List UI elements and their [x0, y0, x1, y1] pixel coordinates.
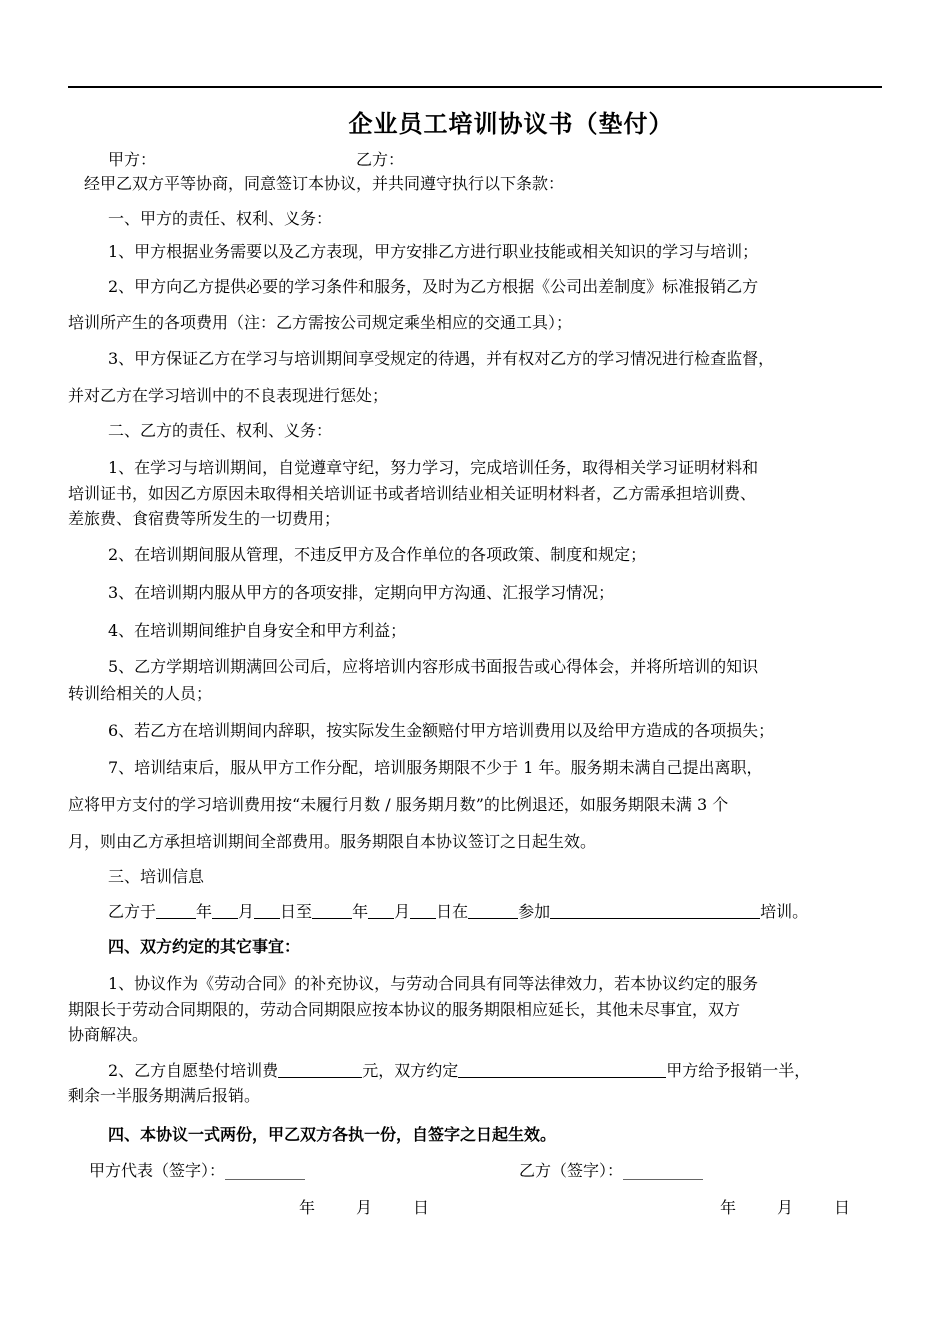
final-clause: 四、本协议一式两份，甲乙双方各执一份，自签字之日起生效。 — [108, 1125, 557, 1144]
training-info-text: 培训。 — [760, 902, 809, 921]
clause-1-2-line1: 2、甲方向乙方提供必要的学习条件和服务，及时为乙方根据《公司出差制度》标准报销乙方 — [108, 277, 759, 296]
section-4-heading: 四、双方约定的其它事宜： — [108, 937, 301, 956]
blank-agreement-terms[interactable] — [458, 1061, 666, 1078]
party-a-label: 甲方： — [108, 150, 157, 169]
clause-4-1-line2: 期限长于劳动合同期限的，劳动合同期限应按本协议的服务期限相应延长，其他未尽事宜，双方 — [68, 1000, 741, 1019]
party-a-date-day: 日 — [413, 1198, 430, 1217]
clause-2-7-line1: 7、培训结束后，服从甲方工作分配，培训服务期限不少于 1 年。服务期未满自己提出离职， — [108, 758, 763, 777]
clause-1-1: 1、甲方根据业务需要以及乙方表现，甲方安排乙方进行职业技能或相关知识的学习与培训； — [108, 242, 759, 261]
clause-2-7-line2: 应将甲方支付的学习培训费用按“未履行月数 / 服务期月数”的比例退还，如服务期限未满 3 个 — [68, 795, 729, 814]
clause-2-5-line1: 5、乙方学期培训期满回公司后，应将培训内容形成书面报告或心得体会，并将所培训的知识 — [108, 657, 759, 676]
document-title: 企业员工培训协议书（垫付） — [348, 109, 674, 138]
training-info-line — [108, 902, 808, 922]
party-a-date-year: 年 — [299, 1198, 316, 1217]
party-a-date-month: 月 — [356, 1198, 373, 1217]
clause-1-3-line1: 3、甲方保证乙方在学习与培训期间享受规定的待遇，并有权对乙方的学习情况进行检查监督， — [108, 349, 775, 368]
clause-2-5-line2: 转训给相关的人员； — [68, 684, 213, 703]
blank-start-year[interactable] — [156, 902, 196, 919]
party-b-date-year: 年 — [720, 1198, 737, 1217]
clause-4-1-line1: 1、协议作为《劳动合同》的补充协议，与劳动合同具有同等法律效力，若本协议约定的服务 — [108, 974, 759, 993]
clause-2-3: 3、在培训期内服从甲方的各项安排，定期向甲方沟通、汇报学习情况； — [108, 583, 615, 602]
training-info-text: 参加 — [518, 902, 551, 921]
party-b-date-month: 月 — [777, 1198, 794, 1217]
clause-2-1-line2: 培训证书，如因乙方原因未取得相关培训证书或者培训结业相关证明材料者，乙方需承担培训费、 — [68, 484, 757, 503]
section-2-heading: 二、乙方的责任、权利、义务： — [108, 421, 333, 440]
party-b-label: 乙方： — [356, 150, 405, 169]
clause-1-3-line2: 并对乙方在学习培训中的不良表现进行惩处； — [68, 386, 389, 405]
training-info-text: 乙方于 — [108, 902, 157, 921]
clause-2-1-line3: 差旅费、食宿费等所发生的一切费用； — [68, 509, 341, 528]
clause-2-2: 2、在培训期间服从管理，不违反甲方及合作单位的各项政策、制度和规定； — [108, 545, 647, 564]
blank-end-year[interactable] — [312, 902, 352, 919]
section-3-heading: 三、培训信息 — [108, 867, 205, 886]
top-rule — [68, 86, 882, 88]
clause-4-1-line3: 协商解决。 — [68, 1025, 149, 1044]
clause-2-6: 6、若乙方在培训期间内辞职，按实际发生金额赔付甲方培训费用以及给甲方造成的各项损失； — [108, 721, 775, 740]
clause-2-1-line1: 1、在学习与培训期间，自觉遵章守纪，努力学习，完成培训任务，取得相关学习证明材料和 — [108, 458, 759, 477]
training-info-text: 月 — [238, 902, 255, 921]
training-info-text: 月 — [394, 902, 411, 921]
clause-4-2-line2: 剩余一半服务期满后报销。 — [68, 1086, 261, 1105]
blank-start-day[interactable] — [254, 902, 280, 919]
blank-location[interactable] — [468, 902, 518, 919]
blank-end-day[interactable] — [410, 902, 436, 919]
blank-start-month[interactable] — [212, 902, 238, 919]
blank-training-name[interactable] — [550, 902, 760, 919]
training-info-text: 日至 — [280, 902, 313, 921]
clause-2-7-line3: 月，则由乙方承担培训期间全部费用。服务期限自本协议签订之日起生效。 — [68, 832, 597, 851]
training-info-text: 年 — [352, 902, 369, 921]
intro-text: 经甲乙双方平等协商，同意签订本协议，并共同遵守执行以下条款： — [84, 174, 565, 193]
advance-text: 元，双方约定 — [362, 1061, 459, 1080]
clause-2-4: 4、在培训期间维护自身安全和甲方利益； — [108, 621, 407, 640]
training-info-text: 日在 — [436, 902, 469, 921]
advance-text: 甲方给予报销一半， — [666, 1061, 811, 1080]
clause-1-2-line2: 培训所产生的各项费用（注：乙方需按公司规定乘坐相应的交通工具）； — [68, 313, 573, 332]
blank-advance-amount[interactable] — [278, 1061, 362, 1078]
advance-text: 2、乙方自愿垫付培训费 — [108, 1061, 279, 1080]
party-b-signature-line: 乙方（签字）：__________ — [519, 1161, 704, 1180]
party-a-signature-line: 甲方代表（签字）：__________ — [89, 1161, 306, 1180]
section-1-heading: 一、甲方的责任、权利、义务： — [108, 209, 333, 228]
training-info-text: 年 — [196, 902, 213, 921]
clause-4-2-line1 — [108, 1061, 810, 1081]
party-b-date-day: 日 — [834, 1198, 851, 1217]
blank-end-month[interactable] — [368, 902, 394, 919]
